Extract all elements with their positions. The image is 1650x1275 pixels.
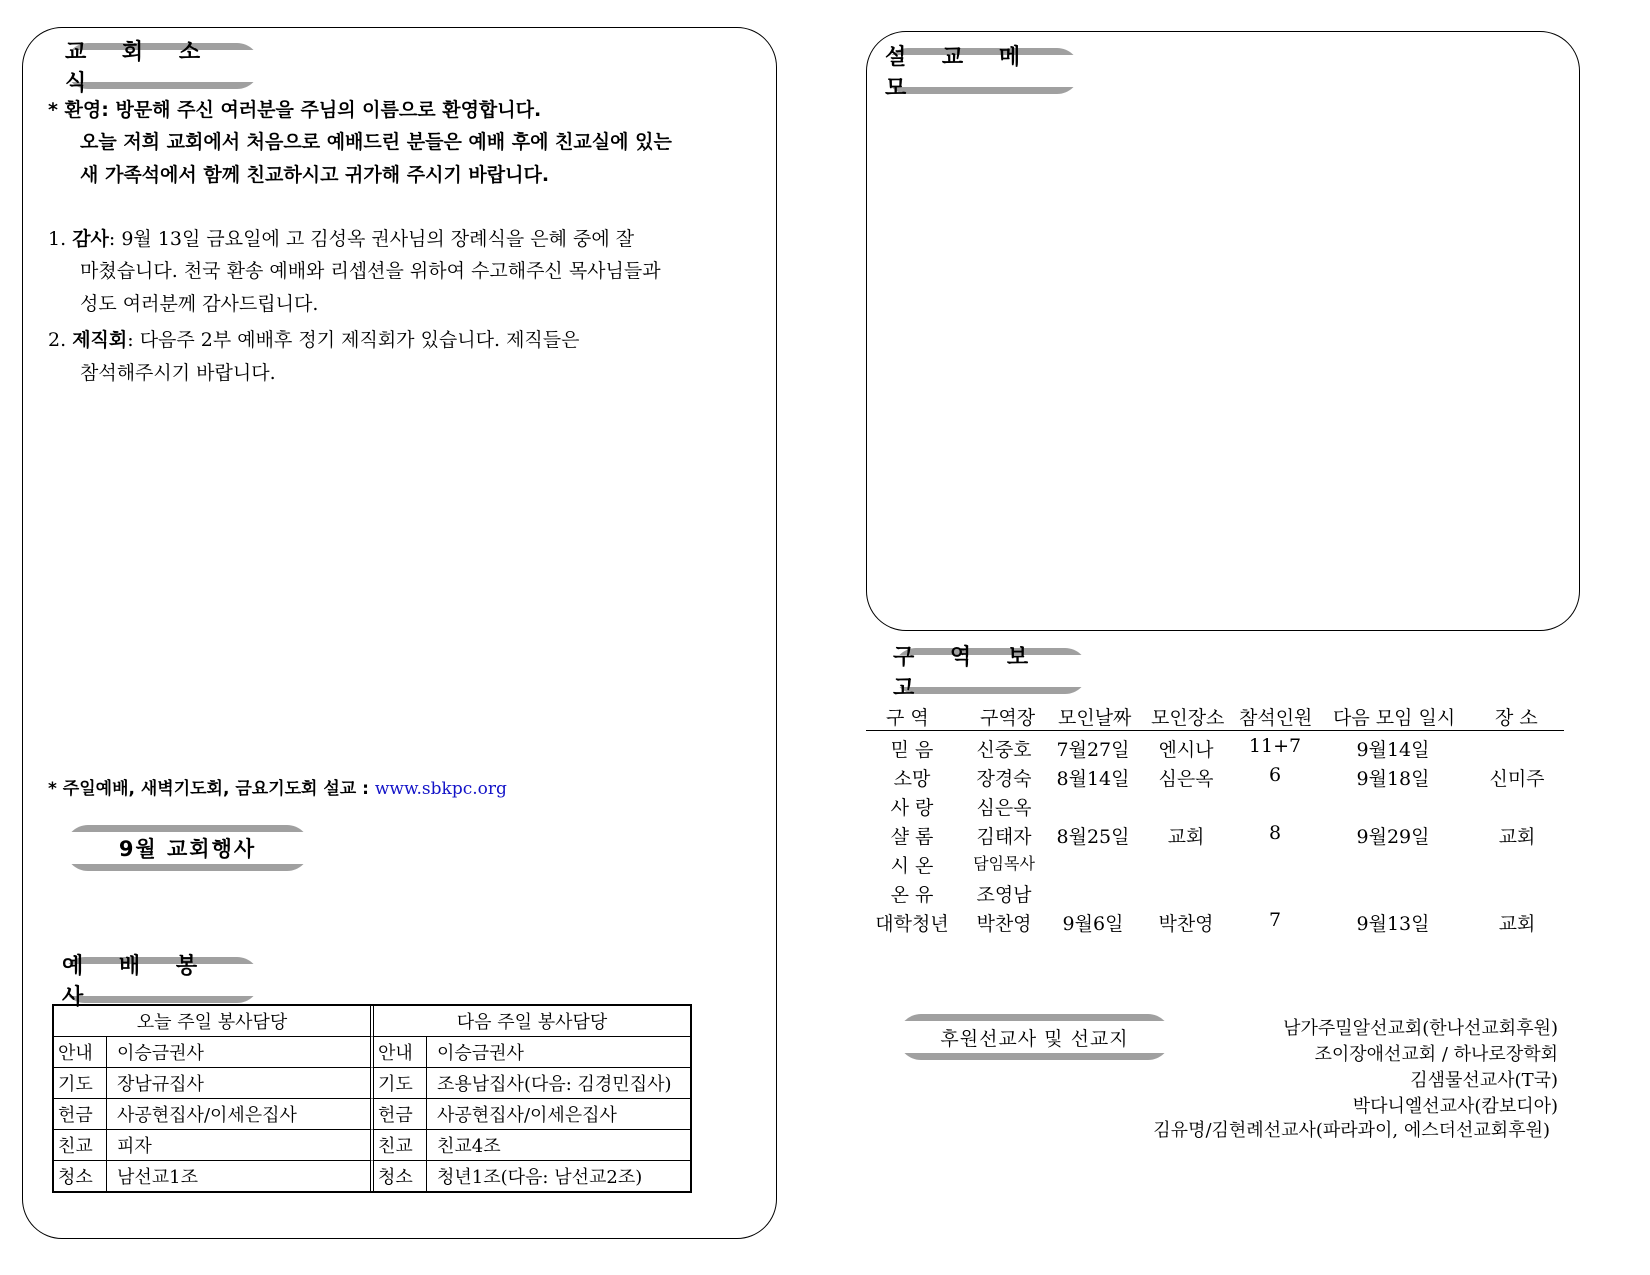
district-header-attendance: 참석인원	[1239, 707, 1313, 729]
district-cell: 8	[1268, 822, 1282, 844]
sermon-link[interactable]: www.sbkpc.org	[374, 779, 507, 799]
news-item-1-num: 1.	[48, 228, 67, 250]
district-cell: 8월14일	[1056, 768, 1130, 790]
service-role: 청소	[54, 1160, 107, 1191]
mission-line-1: 남가주밀알선교회(한나선교회후원)	[1283, 1018, 1558, 1039]
district-cell: 조영남	[976, 884, 1032, 906]
table-row	[54, 1036, 690, 1067]
service-header-next: 다음 주일 봉사담당	[456, 1012, 608, 1033]
service-person: 사공현집사/이세은집사	[427, 1098, 690, 1129]
news-item-2-line-2: 참석해주시기 바랍니다.	[80, 362, 276, 384]
welcome-line-3: 새 가족석에서 함께 친교하시고 귀가해 주시기 바랍니다.	[80, 164, 550, 186]
district-header-leader: 구역장	[980, 707, 1036, 729]
district-cell: 대학청년	[875, 913, 949, 935]
welcome-line-1: * 환영: 방문해 주신 여러분을 주님의 이름으로 환영합니다.	[48, 99, 542, 121]
district-cell: 박찬영	[1158, 913, 1214, 935]
district-cell: 7	[1268, 909, 1282, 931]
table-row	[54, 1067, 690, 1098]
district-header-date: 모인날짜	[1058, 707, 1132, 729]
news-item-2-num: 2.	[48, 329, 67, 351]
district-cell: 심은옥	[976, 797, 1032, 819]
service-person: 이승금권사	[427, 1036, 690, 1067]
news-item-2	[48, 325, 580, 352]
table-row	[54, 1129, 690, 1160]
news-item-1-line-3: 성도 여러분께 감사드립니다.	[80, 293, 319, 315]
news-item-1-line-2: 마쳤습니다. 천국 환송 예배와 리셉션을 위하여 수고해주신 목사님들과	[80, 260, 661, 282]
district-cell: 9월29일	[1356, 826, 1430, 848]
news-item-2-label: 제직회	[72, 329, 128, 351]
district-cell: 8월25일	[1056, 826, 1130, 848]
district-cell: 교회	[1167, 826, 1205, 848]
service-table-header	[54, 1006, 690, 1036]
district-cell: 사 랑	[890, 797, 934, 819]
mission-line-5: 김유명/김현례선교사(파라과이, 에스더선교회후원)	[1153, 1120, 1550, 1141]
service-role: 안내	[54, 1036, 107, 1067]
district-cell: 소망	[893, 768, 931, 790]
memo-panel	[866, 31, 1580, 631]
service-person: 이승금권사	[107, 1036, 374, 1067]
district-cell: 7월27일	[1056, 739, 1130, 761]
table-row	[54, 1098, 690, 1129]
district-cell: 신중호	[976, 739, 1032, 761]
district-header-location: 장 소	[1495, 707, 1538, 729]
service-title: 예 배 봉 사	[62, 957, 260, 1003]
district-cell: 11+7	[1248, 735, 1302, 757]
district-cell: 9월14일	[1356, 739, 1430, 761]
welcome-line-2: 오늘 저희 교회에서 처음으로 예배드린 분들은 예배 후에 친교실에 있는	[80, 131, 672, 153]
service-person: 피자	[107, 1129, 374, 1160]
news-item-1-line-1: : 9월 13일 금요일에 고 김성옥 권사님의 장례식을 은혜 중에 잘	[108, 228, 635, 250]
news-title: 교 회 소 식	[65, 43, 260, 89]
district-cell: 9월6일	[1062, 913, 1124, 935]
service-role: 친교	[54, 1129, 107, 1160]
service-role: 헌금	[54, 1098, 107, 1129]
district-header-rule	[866, 730, 1564, 731]
service-role: 헌금	[374, 1098, 427, 1129]
district-cell: 시 온	[890, 855, 934, 877]
district-cell: 신미주	[1489, 768, 1545, 790]
mission-line-3: 김샘물선교사(T국)	[1410, 1070, 1558, 1091]
service-role: 기도	[374, 1067, 427, 1098]
service-header-today: 오늘 주일 봉사담당	[54, 1006, 374, 1036]
service-role: 청소	[374, 1160, 427, 1191]
service-person: 남선교1조	[107, 1160, 374, 1191]
events-title: 9월 교회행사	[65, 825, 310, 871]
district-title: 구 역 보 고	[893, 648, 1088, 694]
sermon-note-text: * 주일예배, 새벽기도회, 금요기도회 설교 :	[48, 779, 375, 799]
district-header-district: 구 역	[886, 707, 929, 729]
district-cell: 샬 롬	[890, 826, 934, 848]
service-person: 사공현집사/이세은집사	[107, 1098, 374, 1129]
district-cell: 교회	[1498, 913, 1536, 935]
news-item-1-label: 감사	[72, 228, 109, 250]
news-item-2-line-1: : 다음주 2부 예배후 정기 제직회가 있습니다. 제직들은	[127, 329, 580, 351]
service-role: 기도	[54, 1067, 107, 1098]
table-row	[54, 1160, 690, 1191]
missions-title: 후원선교사 및 선교지	[898, 1014, 1171, 1060]
service-table	[52, 1004, 692, 1193]
district-cell: 9월18일	[1356, 768, 1430, 790]
district-cell: 믿 음	[890, 739, 934, 761]
district-cell: 9월13일	[1356, 913, 1430, 935]
mission-line-2: 조이장애선교회 / 하나로장학회	[1314, 1044, 1558, 1065]
service-role: 친교	[374, 1129, 427, 1160]
service-person: 조용남집사(다음: 김경민집사)	[427, 1067, 690, 1098]
district-cell: 심은옥	[1158, 768, 1214, 790]
memo-title: 설 교 메 모	[885, 48, 1080, 94]
district-cell: 6	[1268, 764, 1282, 786]
mission-line-4: 박다니엘선교사(캄보디아)	[1352, 1096, 1558, 1117]
service-person: 장남규집사	[107, 1067, 374, 1098]
service-person: 친교4조	[427, 1129, 690, 1160]
district-cell: 박찬영	[976, 913, 1032, 935]
district-cell: 담임목사	[973, 854, 1035, 873]
district-header-next: 다음 모임 일시	[1333, 707, 1456, 729]
service-role: 안내	[374, 1036, 427, 1067]
service-person: 청년1조(다음: 남선교2조)	[427, 1160, 690, 1191]
district-cell: 엔시나	[1158, 739, 1214, 761]
district-cell: 장경숙	[976, 768, 1032, 790]
district-cell: 온 유	[890, 884, 934, 906]
sermon-note	[48, 774, 507, 799]
district-header-place: 모인장소	[1151, 707, 1225, 729]
district-cell: 교회	[1498, 826, 1536, 848]
district-cell: 김태자	[976, 826, 1032, 848]
news-item-1	[48, 224, 634, 251]
